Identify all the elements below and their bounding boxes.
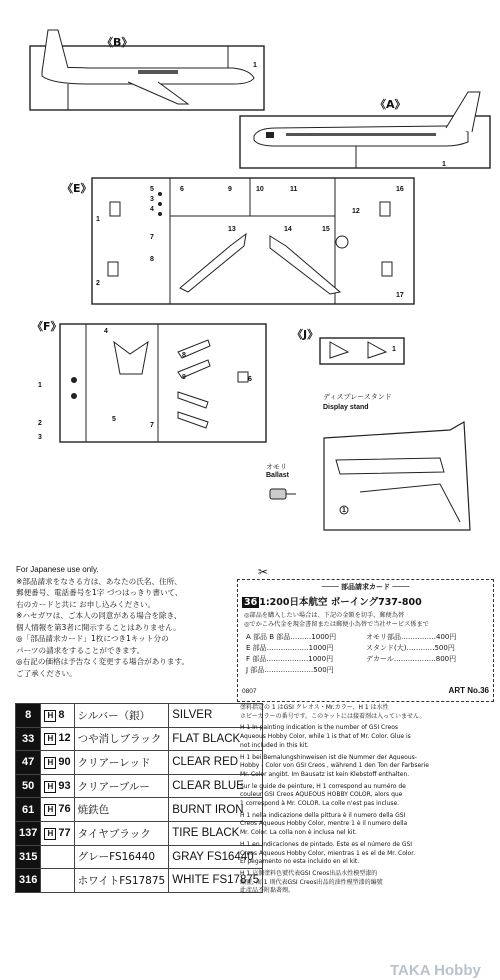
parts-order-card[interactable] bbox=[237, 579, 494, 702]
paint-note-line: H 1 bei Bemalungshinweisen ist die Nummer der Aqueous- bbox=[240, 753, 417, 761]
order-item-f: F 部品………………1000円 bbox=[246, 655, 334, 663]
paint-name-jp: クリアーブルー bbox=[74, 774, 169, 798]
japanese-note-line: ◎右記の価格は予告なく変更する場合があります。 bbox=[16, 657, 190, 666]
sprue-e-part-12: 12 bbox=[352, 208, 360, 215]
hobby-color-number: H 90 bbox=[41, 751, 74, 775]
sprue-a-label: 《A》 bbox=[375, 98, 406, 111]
mr-color-number: 316 bbox=[16, 869, 41, 893]
sprue-e-label: 《E》 bbox=[62, 182, 92, 195]
paint-note-line: Mr. Color angibt. Im Bausatz ist kein Klebstoff enthalten. bbox=[240, 770, 410, 778]
paint-name-en: GRAY FS16440 bbox=[169, 845, 263, 869]
paint-row bbox=[16, 869, 263, 893]
sprue-f-part-2: 2 bbox=[38, 420, 42, 427]
sprue-e-part-15: 15 bbox=[322, 226, 330, 233]
mr-color-number: 315 bbox=[16, 845, 41, 869]
paint-note-line: H 1 nella indicazione della pittura è il numero della GSI bbox=[240, 811, 406, 819]
display-stand-label-jp: ディスプレースタンド bbox=[323, 393, 392, 401]
order-card-badge: 36 bbox=[244, 597, 258, 608]
order-item-j: J 部品…………………500円 bbox=[246, 666, 334, 674]
paint-name-jp: グレーFS16440 bbox=[74, 845, 169, 869]
mr-color-number: 33 bbox=[16, 727, 41, 751]
paint-row bbox=[16, 774, 263, 798]
sprue-b-part-1: 1 bbox=[253, 62, 257, 69]
ballast-icon bbox=[268, 484, 298, 504]
japanese-note-line: ※部品請求をなさる方は、あなたの氏名、住所、 bbox=[16, 576, 182, 586]
paint-note-line: Mr. Color. La colla non è inclusa nel kit. bbox=[240, 829, 357, 837]
mr-color-number: 50 bbox=[16, 774, 41, 798]
sprue-e-part-5: 5 bbox=[150, 186, 154, 193]
sprue-e-part-7: 7 bbox=[150, 234, 154, 241]
sprue-f-part-3: 3 bbox=[38, 434, 42, 441]
sprue-e-part-4: 4 bbox=[150, 206, 154, 213]
hobby-color-h-icon: H bbox=[44, 804, 56, 816]
scissors-icon: ✂ bbox=[258, 565, 269, 579]
paint-note-line: Sur le guide de peinture, H 1 correspond au numéro de bbox=[240, 782, 406, 790]
hobby-color-number bbox=[41, 869, 74, 893]
paint-note-line: not included in this kit. bbox=[240, 741, 309, 749]
paint-row bbox=[16, 727, 263, 751]
sprue-e-part-9: 9 bbox=[228, 186, 232, 193]
order-card-art-no: ART No.36 bbox=[448, 686, 489, 695]
paint-notes-multilingual bbox=[240, 704, 498, 896]
paint-name-en: CLEAR BLUE bbox=[169, 774, 263, 798]
sprue-e-drawing bbox=[90, 176, 418, 308]
sprue-j-label: 《J》 bbox=[292, 328, 319, 341]
paint-note-line: Creos Aqueous Hobby Color, mentre 1 è il numero della bbox=[240, 820, 408, 828]
sprue-f-drawing bbox=[58, 322, 268, 444]
paint-note-line: Hobby - Color von GSI Creos , während 1 den Ton der Farbserie bbox=[240, 762, 429, 770]
paint-row bbox=[16, 798, 263, 822]
watermark: TAKA Hobby bbox=[390, 962, 481, 979]
display-stand-drawing bbox=[320, 414, 480, 534]
hobby-color-h-icon: H bbox=[44, 828, 56, 840]
order-card-code: 0807 bbox=[242, 688, 257, 695]
paint-name-en: WHITE FS17875 bbox=[169, 869, 263, 893]
order-item-ballast: オモリ部品……………400円 bbox=[366, 633, 457, 641]
mr-color-number: 61 bbox=[16, 798, 41, 822]
order-card-desc-1: ◎部品を購入したい場合は、下記の金額を切手、郵便為替 bbox=[244, 612, 405, 619]
order-item-decal: デカール………………800円 bbox=[366, 655, 457, 663]
sprue-e-part-2: 2 bbox=[96, 280, 100, 287]
sprue-f-part-1: 1 bbox=[38, 382, 42, 389]
sprue-f-part-9: 9 bbox=[182, 374, 186, 381]
paint-name-jp: 焼鉄色 bbox=[74, 798, 169, 822]
hobby-color-number: H 77 bbox=[41, 821, 74, 845]
sprue-j-part-1: 1 bbox=[392, 346, 396, 353]
order-item-a: A 部品 B 部品………1000円 bbox=[246, 633, 337, 641]
order-card-desc-2: ◎でかこみ代金を現金書留または郵便小為替で当社サービス係まで bbox=[244, 621, 429, 628]
hobby-color-h-icon: H bbox=[44, 781, 56, 793]
sprue-e-part-11: 11 bbox=[290, 186, 298, 193]
paint-name-en: FLAT BLACK bbox=[169, 727, 263, 751]
mr-color-number: 8 bbox=[16, 704, 41, 728]
display-stand-part-1: 1 bbox=[342, 507, 346, 514]
japanese-note-line: パーツの請求をすることができます。 bbox=[16, 645, 145, 655]
sprue-e-part-3: 3 bbox=[150, 196, 154, 203]
hobby-color-number: H 12 bbox=[41, 727, 74, 751]
sprue-e-part-8: 8 bbox=[150, 256, 154, 263]
sprue-a-drawing bbox=[236, 88, 494, 172]
order-item-stand: スタンド(大)…………500円 bbox=[366, 644, 455, 652]
paint-note-line: 此產品不附黏著劑。 bbox=[240, 887, 295, 895]
ballast-label-jp: オモリ bbox=[266, 463, 287, 471]
paint-note-line: 1 correspond à Mr. COLOR. La colle n'est pas incluse. bbox=[240, 800, 400, 808]
sprue-f-part-7: 7 bbox=[150, 422, 154, 429]
paint-name-en: SILVER bbox=[169, 704, 263, 728]
japanese-note-heading: For Japanese use only. bbox=[16, 565, 99, 574]
paint-name-en: BURNT IRON bbox=[169, 798, 263, 822]
paint-note-line: H 1 In painting indication is the number of GSI Creos bbox=[240, 724, 399, 732]
hobby-color-number: H 93 bbox=[41, 774, 74, 798]
sprue-f-part-4: 4 bbox=[104, 328, 108, 335]
order-item-e: E 部品………………1000円 bbox=[246, 644, 334, 652]
japanese-note-line: 右のカードと共に お申し込みください。 bbox=[16, 599, 156, 609]
sprue-e-part-13: 13 bbox=[228, 226, 236, 233]
paint-row bbox=[16, 845, 263, 869]
sprue-e-part-1: 1 bbox=[96, 216, 100, 223]
mr-color-number: 47 bbox=[16, 751, 41, 775]
paint-name-jp: ホワイトFS17875 bbox=[74, 869, 169, 893]
paint-note-line: H 1 en indicaciones de pintado. Este es el número de GSI bbox=[240, 840, 413, 848]
hobby-color-number: H 8 bbox=[41, 704, 74, 728]
japanese-note-line: ※ハセガワは、ご本人の同意がある場合を除き、 bbox=[16, 611, 182, 620]
sprue-e-part-17: 17 bbox=[396, 292, 404, 299]
sprue-f-part-5: 5 bbox=[112, 416, 116, 423]
mr-color-number: 137 bbox=[16, 821, 41, 845]
paint-note-line: Creos Aqueous Hobby Color, mientras 1 es el de Mr. Color. bbox=[240, 849, 416, 857]
paint-note-line: 編號, 而 1 則代表GSI Creos出品的油性模型漆的編號 bbox=[240, 878, 383, 886]
order-card-heading: 36 1:200日本航空 ボーイング737-800 bbox=[244, 597, 422, 608]
sprue-e-part-10: 10 bbox=[256, 186, 264, 193]
paint-note-line: ホビーカラーの番号です。このキットには接着剤は入っていません。 bbox=[240, 712, 426, 720]
japanese-note-line: ご了承ください。 bbox=[16, 668, 77, 678]
paint-note-line: H 1 這個塗料色號代表GSI Creos出品水性模型漆的 bbox=[240, 869, 378, 877]
order-card-title: ──── 部品請求カード ──── bbox=[321, 583, 410, 591]
hobby-color-h-icon: H bbox=[44, 710, 56, 722]
hobby-color-h-icon: H bbox=[44, 757, 56, 769]
paint-name-jp: つや消しブラック bbox=[74, 727, 169, 751]
japanese-note-line: 郵便番号、電話番号を1字 づつはっきり書いて、 bbox=[16, 588, 183, 597]
display-stand-label-en: Display stand bbox=[323, 404, 369, 411]
sprue-f-part-6: 6 bbox=[248, 376, 252, 383]
paint-note-line: couleur GSI Creos AQUEOUS HOBBY COLOR, alors que bbox=[240, 791, 403, 799]
sprue-b-label: 《B》 bbox=[102, 36, 133, 49]
hobby-color-number: H 76 bbox=[41, 798, 74, 822]
japanese-note-line: 個人情報を第3者に開示することはありません。 bbox=[16, 622, 181, 632]
paint-name-en: CLEAR RED bbox=[169, 751, 263, 775]
japanese-note-line: ◎「部品請求カード」1枚につき1キット分の bbox=[16, 634, 169, 643]
hobby-color-h-icon: H bbox=[44, 733, 56, 745]
paint-row bbox=[16, 704, 263, 728]
paint-name-jp: クリアーレッド bbox=[74, 751, 169, 775]
paint-name-en: TIRE BLACK bbox=[169, 821, 263, 845]
japanese-order-note bbox=[16, 564, 236, 679]
sprue-e-part-16: 16 bbox=[396, 186, 404, 193]
sprue-b-drawing bbox=[28, 24, 268, 114]
paint-note-line: 塗料指定の 1 はGSI クレオス・Mr.カラー、H 1 は水性 bbox=[240, 704, 389, 711]
sprue-e-part-6: 6 bbox=[180, 186, 184, 193]
sprue-e-part-14: 14 bbox=[284, 226, 292, 233]
sprue-f-part-8: 8 bbox=[182, 352, 186, 359]
paint-note-line: El pegamento no esta incluido en el kit. bbox=[240, 858, 360, 866]
ballast-label-en: Ballast bbox=[266, 472, 289, 479]
paint-row bbox=[16, 751, 263, 775]
sprue-f-label: 《F》 bbox=[32, 320, 62, 333]
paint-row bbox=[16, 821, 263, 845]
paint-table bbox=[15, 703, 263, 893]
paint-name-jp: シルバー（銀） bbox=[74, 704, 169, 728]
paint-note-line: Aqueous Hobby Color, while 1 is that of Mr. Color. Glue is bbox=[240, 733, 411, 741]
paint-name-jp: タイヤブラック bbox=[74, 821, 169, 845]
hobby-color-number bbox=[41, 845, 74, 869]
sprue-a-part-1: 1 bbox=[442, 161, 446, 168]
